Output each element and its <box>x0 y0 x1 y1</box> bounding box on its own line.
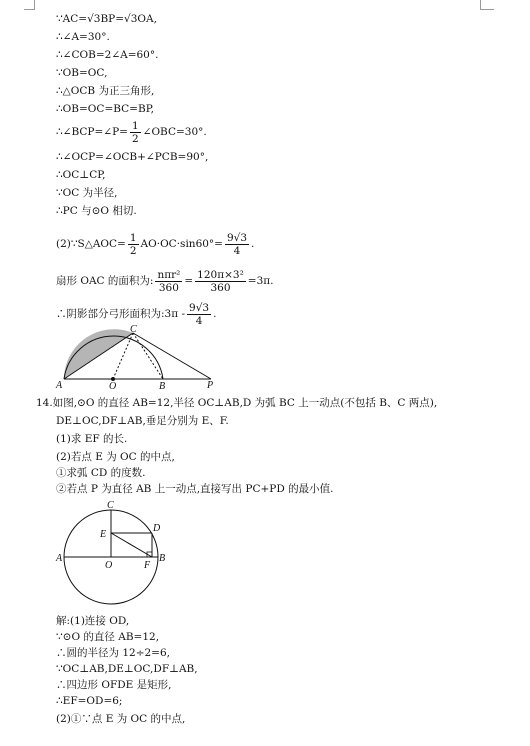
label-c: C <box>107 500 114 511</box>
fraction-sector-formula <box>155 269 182 294</box>
solution-line-7-post: ∠OBC=30°. <box>142 126 207 138</box>
problem-14-line-2: DE⊥OC,DF⊥AB,垂足分别为 E、F. <box>56 415 229 427</box>
fraction-denominator: 360 <box>210 281 231 294</box>
fraction-shade <box>187 302 211 327</box>
sector-eq: = <box>184 275 194 287</box>
label-f: F <box>144 560 151 571</box>
segment-ef <box>111 533 152 557</box>
solution-14-line-5: ∴四边形 OFDE 是矩形, <box>56 679 172 691</box>
segment-cp <box>133 333 211 379</box>
problem-14-line-3: (1)求 EF 的长. <box>56 433 128 445</box>
solution-line-7-pre: ∴∠BCP=∠P= <box>56 126 128 138</box>
problem-14-line-4: (2)若点 E 为 OC 的中点, <box>56 451 175 463</box>
solution-line-2: ∴∠A=30°. <box>56 31 110 43</box>
fraction-numerator: 1 <box>131 119 139 132</box>
fraction-denominator: 2 <box>131 132 139 145</box>
figure-13-diagram <box>56 324 226 392</box>
problem-14-line-6: ②若点 P 为直径 AB 上一动点,直接写出 PC+PD 的最小值. <box>56 483 334 495</box>
fraction-one-half <box>130 120 141 145</box>
solution-14-line-2: ∵⊙O 的直径 AB=12, <box>56 631 160 643</box>
label-a: A <box>56 553 63 564</box>
fraction-numerator: nπr² <box>157 268 181 281</box>
fraction-sector-values <box>195 269 246 294</box>
solution-14-line-3: ∴圆的半径为 12÷2=6, <box>56 647 170 659</box>
solution-line-1: ∵AC=√3BP=√3OA, <box>56 13 157 25</box>
fraction-numerator: 1 <box>129 231 137 244</box>
segment-cb-dashed <box>133 333 163 379</box>
page-corner-mark-left-h <box>24 9 35 10</box>
shade-pre: ∴阴影部分弓形面积为:3π - <box>56 308 186 320</box>
solution-14-line-4: ∵OC⊥AB,DE⊥OC,DF⊥AB, <box>56 663 198 675</box>
part-2-pre: (2)∵S△AOC= <box>56 238 126 250</box>
solution-line-7 <box>56 118 207 146</box>
fraction-denominator: 4 <box>233 244 241 257</box>
part-2-area-line <box>56 228 254 260</box>
figure-14-diagram <box>54 500 174 612</box>
fraction-nine-root-three-over-four <box>225 232 249 257</box>
solution-line-5: ∴△OCB 为正三角形, <box>56 85 155 97</box>
solution-line-6: ∴OB=OC=BC=BP, <box>56 103 154 115</box>
label-e: E <box>100 529 107 540</box>
label-b: B <box>159 553 166 564</box>
part-2-mid: AO·OC·sin60°= <box>140 238 223 250</box>
solution-14-line-1: 解:(1)连接 OD, <box>56 615 130 627</box>
problem-14-line-5: ①求弧 CD 的度数. <box>56 467 146 479</box>
sector-pre: 扇形 OAC 的面积为: <box>56 275 154 287</box>
fraction-denominator: 4 <box>195 314 203 327</box>
fraction-half <box>128 232 139 257</box>
fraction-numerator: 9√3 <box>226 231 248 244</box>
solution-line-11: ∴PC 与⊙O 相切. <box>56 205 137 217</box>
solution-line-3: ∴∠COB=2∠A=60°. <box>56 49 159 61</box>
label-d: D <box>153 523 161 534</box>
part-2-end: . <box>251 238 255 250</box>
label-b: B <box>159 381 166 392</box>
fraction-numerator: 9√3 <box>189 301 210 314</box>
page-corner-mark-right-h <box>480 9 494 10</box>
fraction-denominator: 360 <box>158 281 179 294</box>
solution-line-9: ∴OC⊥CP, <box>56 169 106 181</box>
solution-line-10: ∵OC 为半径, <box>56 187 118 199</box>
solution-14-line-7: (2)①∵点 E 为 OC 的中点, <box>56 713 186 725</box>
solution-line-8: ∴∠OCP=∠OCB+∠PCB=90°, <box>56 151 209 163</box>
sector-area-line <box>56 265 274 297</box>
label-p: P <box>207 380 214 391</box>
solution-line-4: ∵OB=OC, <box>56 67 108 79</box>
label-o: O <box>109 381 117 392</box>
solution-14-line-6: ∴EF=OD=6; <box>56 695 123 707</box>
label-c: C <box>130 324 137 335</box>
fraction-denominator: 2 <box>129 244 137 257</box>
label-o: O <box>105 560 113 571</box>
shade-end: . <box>213 308 217 320</box>
sector-end: =3π. <box>247 275 274 287</box>
label-a: A <box>56 380 63 391</box>
problem-14-line-1: 14.如图,⊙O 的直径 AB=12,半径 OC⊥AB,D 为弧 BC 上一动点(不包括 B、C 两点), <box>36 397 438 409</box>
fraction-numerator: 120π×3² <box>197 268 244 281</box>
